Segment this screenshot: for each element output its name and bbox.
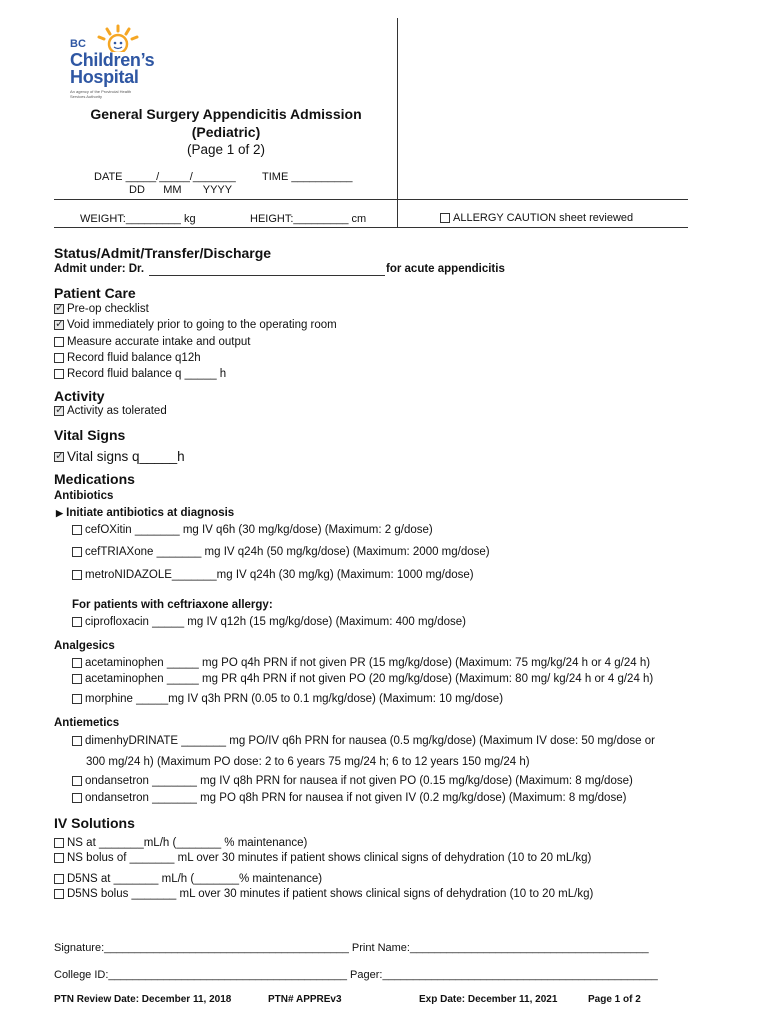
patient-care-item[interactable] — [54, 303, 149, 315]
analgesic-item-label: morphine _____mg IV q3h PRN (0.05 to 0.1 mg/kg/dose) (Maximum: 10 mg/dose) — [85, 693, 504, 705]
allergy-caution-checkbox[interactable] — [440, 212, 633, 224]
checkbox-icon[interactable] — [54, 853, 64, 863]
checkbox-icon[interactable] — [54, 353, 64, 363]
checkbox-icon[interactable] — [54, 838, 64, 848]
analgesic-item[interactable] — [72, 657, 650, 669]
iv-item-label: NS at _______mL/h (_______ % maintenance) — [67, 837, 308, 849]
logo-line1: Children’s — [70, 50, 155, 70]
cipro-item[interactable] — [72, 616, 466, 628]
checkbox-icon[interactable] — [72, 547, 82, 557]
patient-care-item[interactable] — [54, 368, 226, 380]
antibiotic-item-label: cefTRIAXone _______ mg IV q24h (50 mg/kg/dose) (Maximum: 2000 mg/dose) — [85, 546, 490, 558]
ondansetron-item-label: ondansetron _______ mg PO q8h PRN for nausea if not given IV (0.2 mg/kg/dose) (Maximum: 8 mg/dose) — [85, 792, 627, 804]
expiry-date: Exp Date: December 11, 2021 — [419, 994, 558, 1005]
page-footer: Page 1 of 2 — [588, 994, 641, 1005]
dimenhydrinate-item[interactable] — [72, 735, 655, 747]
checkbox-icon[interactable] — [72, 776, 82, 786]
ondansetron-item[interactable] — [72, 792, 626, 804]
checkbox-icon[interactable] — [72, 658, 82, 668]
review-date: PTN Review Date: December 11, 2018 — [54, 994, 232, 1005]
activity-label: Activity as tolerated — [67, 405, 167, 417]
vital-signs-label: Vital signs q_____h — [67, 449, 185, 464]
iv-item-label: D5NS bolus _______ mL over 30 minutes if patient shows clinical signs of dehydration (10 to 20 mL/kg) — [67, 888, 594, 900]
logo-bc: BC — [70, 38, 86, 50]
checkbox-icon[interactable] — [72, 570, 82, 580]
antibiotic-item[interactable] — [72, 569, 474, 581]
checkbox-icon[interactable] — [72, 674, 82, 684]
patient-care-item[interactable] — [54, 336, 250, 348]
analgesic-item[interactable] — [72, 673, 653, 685]
initiate-label: Initiate antibiotics at diagnosis — [66, 507, 235, 519]
header-divider-vertical — [397, 18, 398, 228]
patient-care-item[interactable] — [54, 319, 337, 331]
patient-care-item-label: Record fluid balance q _____ h — [67, 368, 227, 380]
college-id-line[interactable]: College ID:_______________________________________ Pager:_____________________________________________ — [54, 969, 658, 981]
arrow-right-icon: ▶ — [56, 508, 63, 518]
activity-item[interactable] — [54, 405, 167, 417]
iv-solutions-heading: IV Solutions — [54, 815, 135, 831]
analgesic-item-label: acetaminophen _____ mg PR q4h PRN if not given PO (20 mg/kg/dose) (Maximum: 80 mg/ kg/24 h or 4 g/24 h) — [85, 673, 654, 685]
ondansetron-item[interactable] — [72, 775, 633, 787]
checkbox-icon[interactable] — [54, 337, 64, 347]
ondansetron-item-label: ondansetron _______ mg IV q8h PRN for nausea if not given PO (0.15 mg/kg/dose) (Maximum: 8 mg/dose) — [85, 775, 633, 787]
page-indicator: (Page 1 of 2) — [186, 142, 266, 157]
antibiotics-heading: Antibiotics — [54, 490, 114, 502]
iv-item[interactable] — [54, 852, 591, 864]
dimenhydrinate-continued: 300 mg/24 h) (Maximum PO dose: 2 to 6 years 75 mg/24 h; 6 to 12 years 150 mg/24 h) — [86, 756, 530, 768]
patient-care-item[interactable] — [54, 352, 201, 364]
logo-line2: Hospital — [70, 67, 139, 87]
admit-suffix: for acute appendicitis — [386, 263, 505, 275]
status-heading: Status/Admit/Transfer/Discharge — [54, 245, 272, 261]
analgesic-item[interactable] — [72, 693, 503, 705]
checkbox-icon[interactable] — [54, 304, 64, 314]
ptn-number: PTN# APPREv3 — [268, 994, 342, 1005]
cipro-label: ciprofloxacin _____ mg IV q12h (15 mg/kg/dose) (Maximum: 400 mg/dose) — [85, 616, 466, 628]
time-field[interactable]: TIME __________ — [262, 171, 353, 183]
antibiotic-item-label: cefOXitin _______ mg IV q6h (30 mg/kg/dose) (Maximum: 2 g/dose) — [85, 524, 433, 536]
antiemetics-heading: Antiemetics — [54, 717, 120, 729]
patient-care-heading: Patient Care — [54, 285, 136, 301]
patient-care-item-label: Void immediately prior to going to the operating room — [67, 319, 337, 331]
checkbox-icon[interactable] — [54, 452, 64, 462]
checkbox-icon[interactable] — [54, 406, 64, 416]
header-divider-top — [54, 199, 688, 200]
dimenhydrinate-label: dimenhyDRINATE _______ mg PO/IV q6h PRN for nausea (0.5 mg/kg/dose) (Maximum IV dose: 50 mg/dose or — [85, 735, 655, 747]
analgesics-heading: Analgesics — [54, 640, 115, 652]
checkbox-icon[interactable] — [54, 889, 64, 899]
antibiotic-item[interactable] — [72, 524, 433, 536]
logo-agency: An agency of the Provincial Health Services Authority — [70, 89, 132, 99]
checkbox-icon[interactable] — [72, 793, 82, 803]
checkbox-icon[interactable] — [72, 617, 82, 627]
checkbox-icon[interactable] — [54, 369, 64, 379]
weight-field[interactable]: WEIGHT:_________ kg — [80, 213, 196, 225]
patient-care-item-label: Pre-op checklist — [67, 303, 149, 315]
vital-signs-item[interactable] — [54, 449, 185, 464]
form-title: General Surgery Appendicitis Admission — [90, 106, 362, 122]
iv-item-label: NS bolus of _______ mL over 30 minutes if patient shows clinical signs of dehydration (10 to 20 mL/kg) — [67, 852, 592, 864]
checkbox-icon[interactable] — [72, 736, 82, 746]
sun-icon — [96, 24, 140, 52]
checkbox-icon[interactable] — [54, 874, 64, 884]
height-field[interactable]: HEIGHT:_________ cm — [250, 213, 367, 225]
patient-care-item-label: Record fluid balance q12h — [67, 352, 201, 364]
antibiotic-item-label: metroNIDAZOLE_______mg IV q24h (30 mg/kg) (Maximum: 1000 mg/dose) — [85, 569, 474, 581]
patient-care-item-label: Measure accurate intake and output — [67, 336, 251, 348]
checkbox-icon[interactable] — [72, 525, 82, 535]
activity-heading: Activity — [54, 388, 105, 404]
vital-signs-heading: Vital Signs — [54, 427, 126, 443]
medications-heading: Medications — [54, 471, 135, 487]
initiate-antibiotics — [56, 507, 234, 519]
checkbox-icon[interactable] — [54, 320, 64, 330]
admit-under-label: Admit under: Dr. — [54, 263, 145, 275]
iv-item[interactable] — [54, 888, 593, 900]
date-format: DD MM YYYY — [129, 184, 233, 196]
iv-item-label: D5NS at _______ mL/h (_______% maintenance) — [67, 873, 323, 885]
iv-item[interactable] — [54, 873, 322, 885]
allergy-caution-label: ALLERGY CAUTION sheet reviewed — [453, 212, 634, 224]
iv-item[interactable] — [54, 837, 307, 849]
antibiotic-item[interactable] — [72, 546, 490, 558]
header-divider-bottom — [54, 227, 688, 228]
ceftriaxone-allergy-heading: For patients with ceftriaxone allergy: — [72, 599, 273, 611]
date-field[interactable]: DATE _____/_____/_______ — [94, 171, 236, 183]
analgesic-item-label: acetaminophen _____ mg PO q4h PRN if not given PR (15 mg/kg/dose) (Maximum: 75 mg/kg/24 h or 4 g/24 h) — [85, 657, 651, 669]
checkbox-icon[interactable] — [440, 213, 450, 223]
admit-doctor-line[interactable] — [149, 275, 385, 276]
form-subtitle: (Pediatric) — [191, 124, 261, 140]
signature-line[interactable]: Signature:________________________________________ Print Name:_______________________________________ — [54, 942, 649, 954]
checkbox-icon[interactable] — [72, 694, 82, 704]
